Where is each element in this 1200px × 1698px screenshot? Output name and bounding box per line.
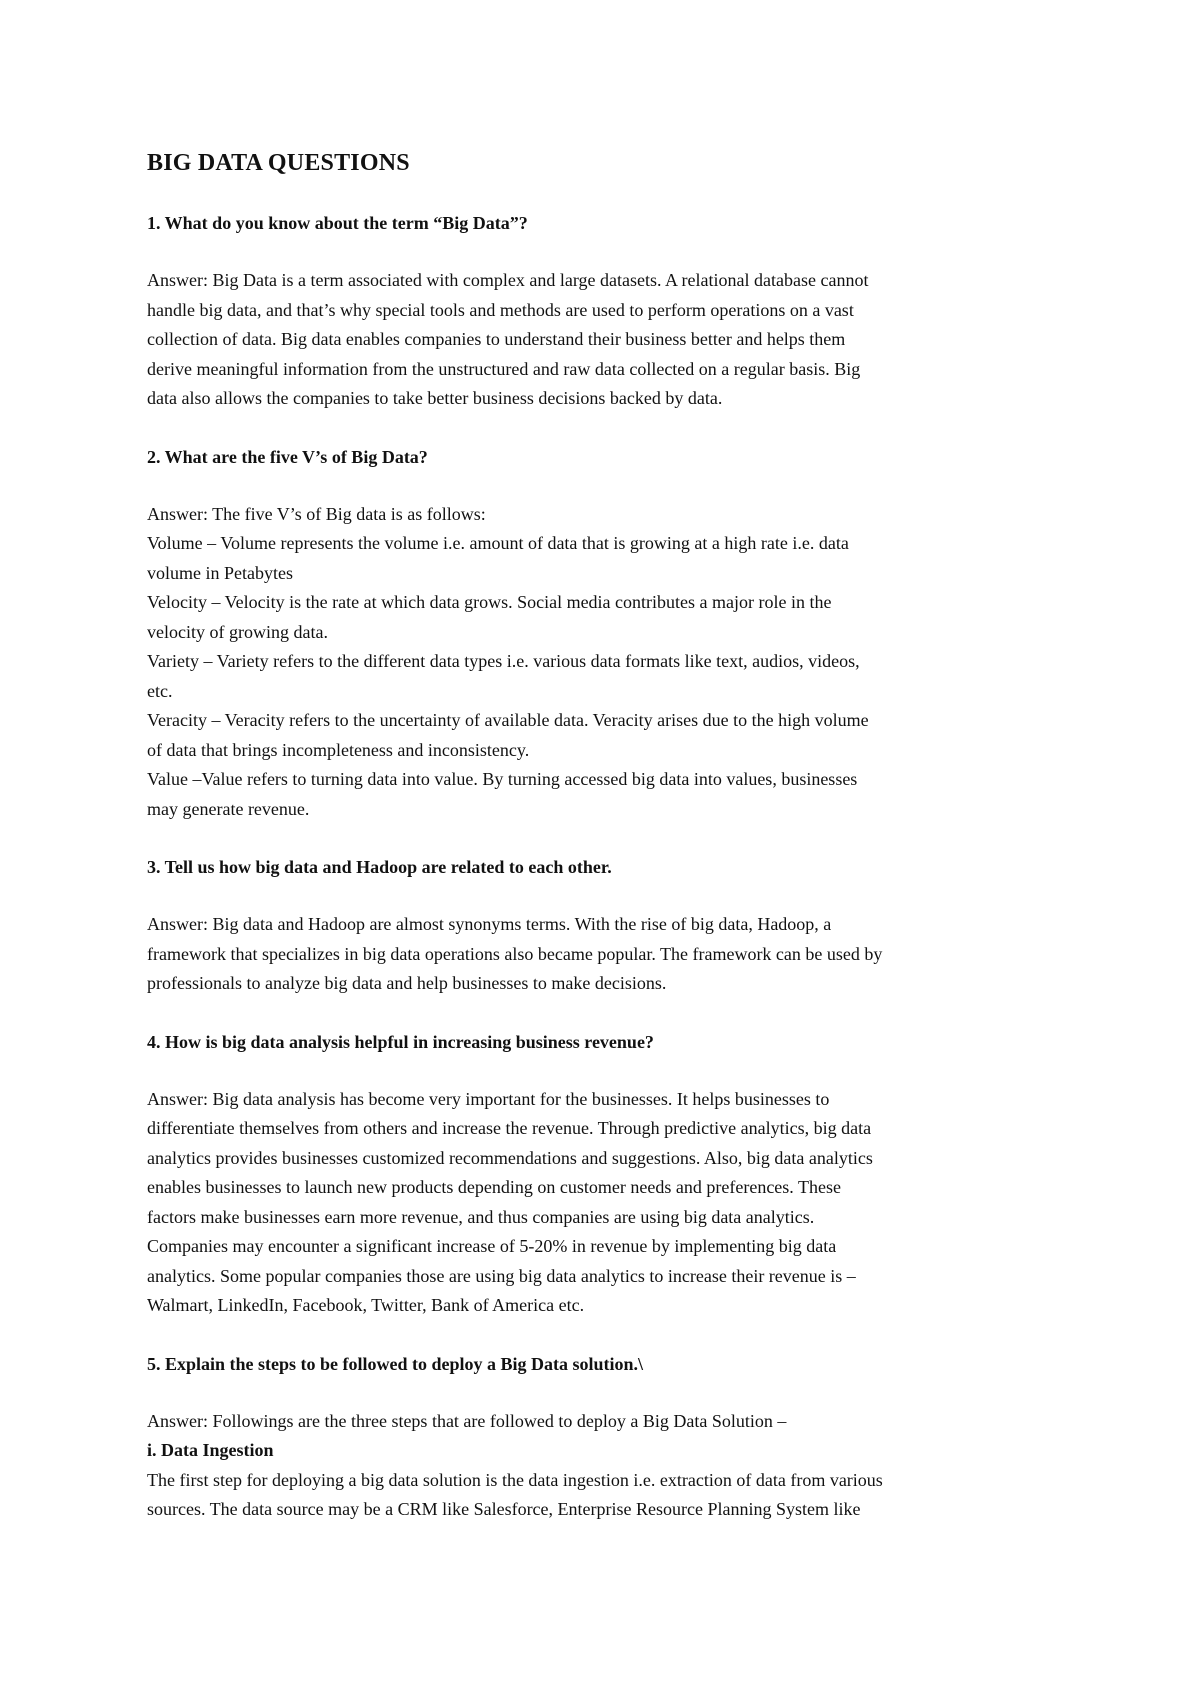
answer-line: Value –Value refers to turning data into value. By turning accessed big data into values, businesses [147, 769, 858, 789]
answer-line: Answer: The five V’s of Big data is as follows: [147, 503, 486, 524]
answer-line: Answer: Big data and Hadoop are almost synonyms terms. With the rise of big data, Hadoop, a [147, 914, 832, 934]
answer-line: derive meaningful information from the unstructured and raw data collected on a regular basis. Big [147, 358, 861, 379]
answer-line: volume in Petabytes [147, 562, 293, 583]
answer-1 [147, 266, 1067, 414]
answer-line: etc. [147, 680, 173, 701]
answer-line: Veracity – Veracity refers to the uncertainty of available data. Veracity arises due to the high volume [147, 710, 869, 730]
answer-line: framework that specializes in big data operations also became popular. The framework can be used by [147, 943, 883, 964]
document-page [147, 148, 1067, 1556]
question-1: 1. What do you know about the term “Big Data”? [147, 213, 528, 233]
answer-line: The first step for deploying a big data solution is the data ingestion i.e. extraction of data from various [147, 1469, 883, 1490]
answer-line: Volume – Volume represents the volume i.e. amount of data that is growing at a high rate i.e. data [147, 533, 849, 553]
answer-line: may generate revenue. [147, 798, 310, 819]
answer-line: data also allows the companies to take better business decisions backed by data. [147, 388, 723, 408]
answer-4 [147, 1085, 1067, 1321]
answer-line: enables businesses to launch new products depending on customer needs and preferences. These [147, 1177, 841, 1197]
answer-line: Companies may encounter a significant increase of 5-20% in revenue by implementing big data [147, 1236, 837, 1256]
answer-3 [147, 910, 1067, 999]
document-title: BIG DATA QUESTIONS [147, 150, 410, 176]
answer-line: sources. The data source may be a CRM like Salesforce, Enterprise Resource Planning System like [147, 1499, 861, 1519]
answer-2 [147, 500, 1067, 825]
question-4: 4. How is big data analysis helpful in increasing business revenue? [147, 1031, 654, 1052]
answer-line: Answer: Followings are the three steps that are followed to deploy a Big Data Solution – [147, 1410, 787, 1431]
answer-line: Velocity – Velocity is the rate at which data grows. Social media contributes a major role in the [147, 592, 832, 612]
answer-line: Walmart, LinkedIn, Facebook, Twitter, Bank of America etc. [147, 1295, 585, 1315]
answer-5 [147, 1407, 1067, 1525]
question-3: 3. Tell us how big data and Hadoop are related to each other. [147, 857, 612, 877]
answer-line: Variety – Variety refers to the different data types i.e. various data formats like text, audios, videos, [147, 651, 860, 671]
answer-line: velocity of growing data. [147, 621, 328, 642]
answer-line: Answer: Big Data is a term associated with complex and large datasets. A relational database cannot [147, 270, 869, 290]
answer-line: analytics. Some popular companies those are using big data analytics to increase their revenue is – [147, 1265, 856, 1286]
answer-line: differentiate themselves from others and increase the revenue. Through predictive analytics, big data [147, 1118, 872, 1138]
answer-line: factors make businesses earn more revenue, and thus companies are using big data analytics. [147, 1206, 815, 1227]
answer-line: collection of data. Big data enables companies to understand their business better and helps them [147, 329, 846, 349]
answer-line: analytics provides businesses customized recommendations and suggestions. Also, big data analytics [147, 1147, 873, 1168]
question-5: 5. Explain the steps to be followed to deploy a Big Data solution.\ [147, 1353, 644, 1374]
subheading-data-ingestion: i. Data Ingestion [147, 1440, 274, 1460]
question-2: 2. What are the five V’s of Big Data? [147, 446, 428, 467]
answer-line: of data that brings incompleteness and inconsistency. [147, 739, 530, 760]
answer-line: professionals to analyze big data and help businesses to make decisions. [147, 973, 667, 993]
answer-line: Answer: Big data analysis has become very important for the businesses. It helps businesses to [147, 1088, 830, 1109]
answer-line: handle big data, and that’s why special tools and methods are used to perform operations on a vast [147, 299, 854, 320]
